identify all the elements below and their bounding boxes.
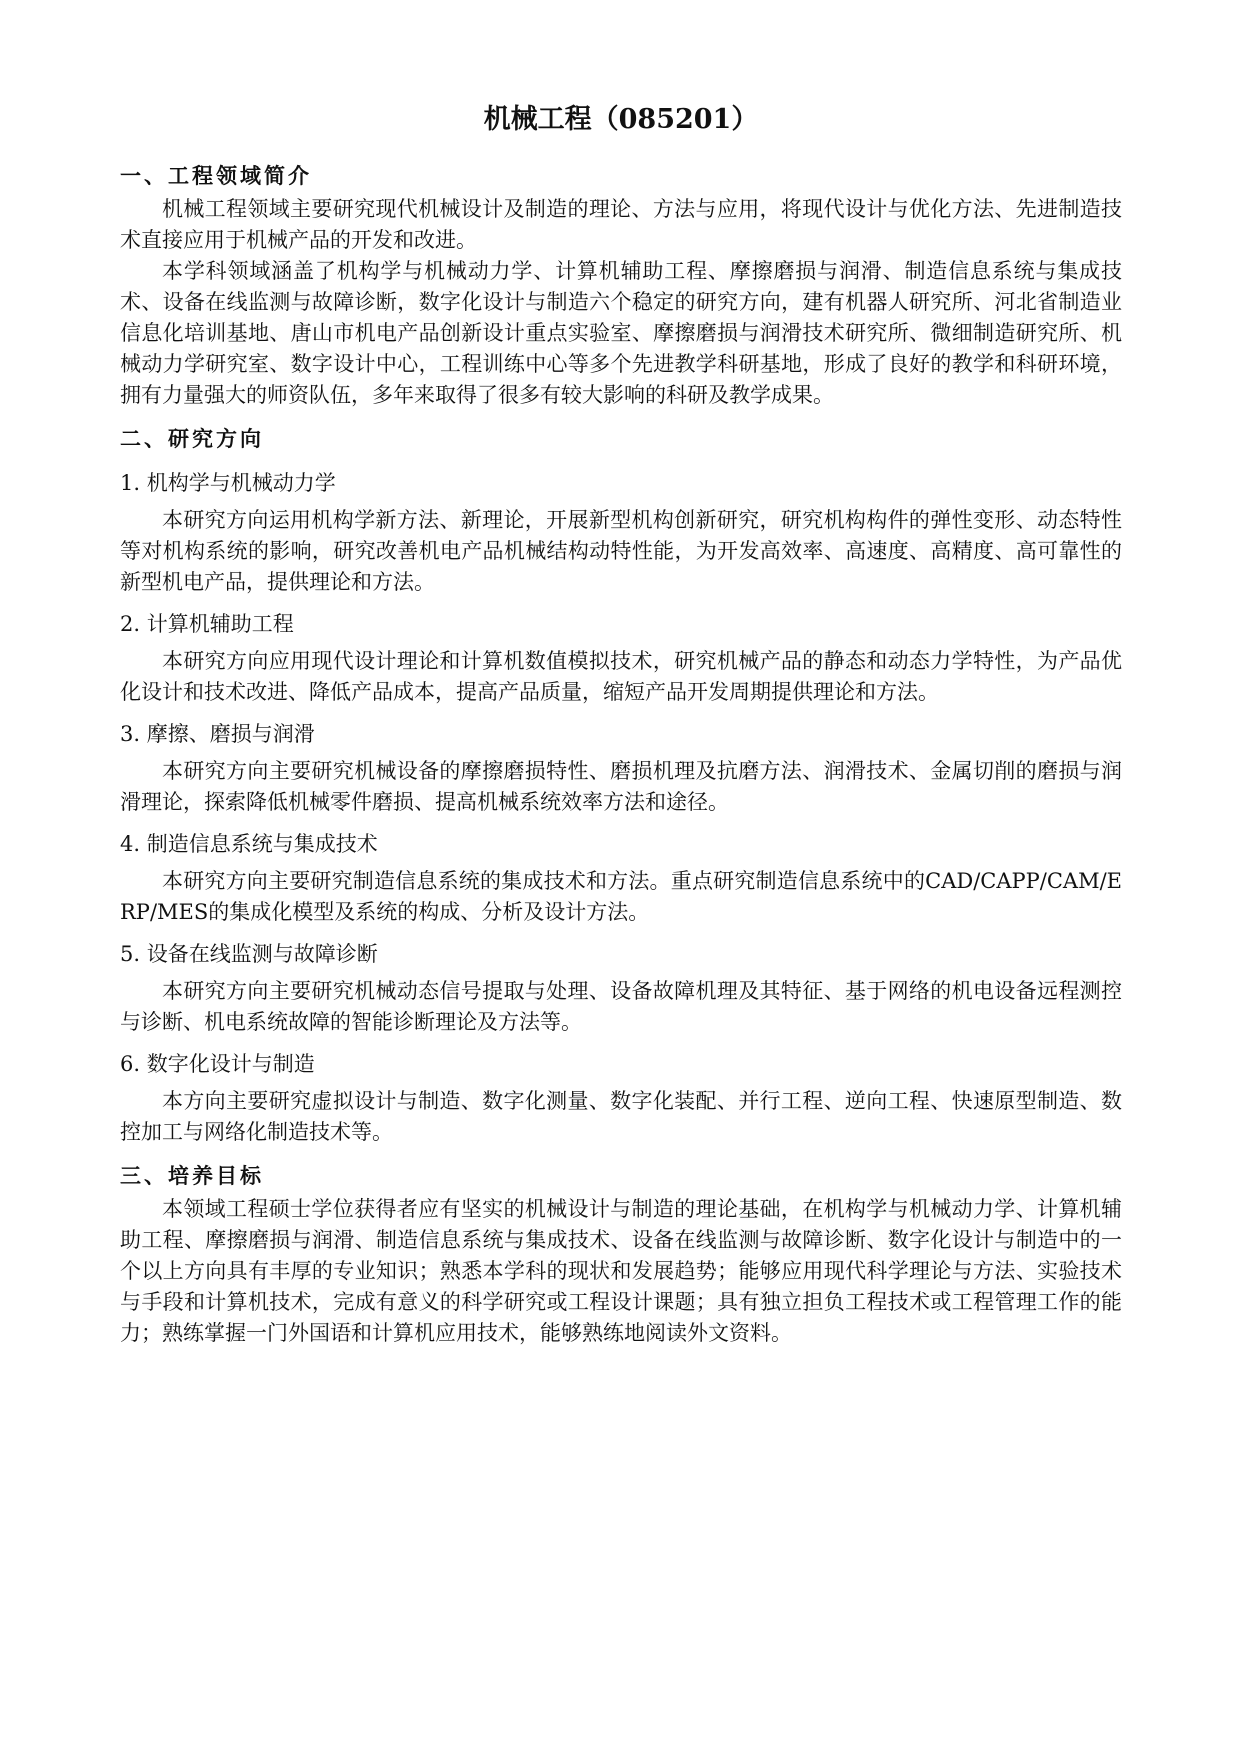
direction-body: 本方向主要研究虚拟设计与制造、数字化测量、数字化装配、并行工程、逆向工程、快速原型制造、数控加工与网络化制造技术等。	[120, 1089, 1122, 1144]
direction-title: 3. 摩擦、磨损与润滑	[120, 722, 315, 746]
direction-body: 本研究方向主要研究制造信息系统的集成技术和方法。重点研究制造信息系统中的CAD/CAPP/CAM/ERP/MES的集成化模型及系统的构成、分析及设计方法。	[120, 869, 1122, 924]
direction-title: 1. 机构学与机械动力学	[120, 471, 336, 495]
direction-body: 本研究方向应用现代设计理论和计算机数值模拟技术，研究机械产品的静态和动态力学特性，为产品优化设计和技术改进、降低产品成本，提高产品质量，缩短产品开发周期提供理论和方法。	[120, 649, 1122, 704]
document-page	[120, 100, 1122, 1660]
direction-body: 本研究方向主要研究机械设备的摩擦磨损特性、磨损机理及抗磨方法、润滑技术、金属切削的磨损与润滑理论，探索降低机械零件磨损、提高机械系统效率方法和途径。	[120, 759, 1122, 814]
section-training-goals	[120, 1158, 1122, 1349]
paragraph: 机械工程领域主要研究现代机械设计及制造的理论、方法与应用，将现代设计与优化方法、先进制造技术直接应用于机械产品的开发和改进。	[120, 197, 1122, 252]
section-research-directions	[120, 421, 1122, 1148]
direction-title: 4. 制造信息系统与集成技术	[120, 832, 378, 856]
direction-title: 6. 数字化设计与制造	[120, 1052, 315, 1076]
document-title: 机械工程（085201）	[483, 104, 759, 135]
direction-title: 5. 设备在线监测与故障诊断	[120, 942, 378, 966]
section-heading: 二、研究方向	[120, 426, 264, 451]
direction-title: 2. 计算机辅助工程	[120, 612, 294, 636]
section-intro	[120, 158, 1122, 411]
paragraph: 本领域工程硕士学位获得者应有坚实的机械设计与制造的理论基础，在机构学与机械动力学、计算机辅助工程、摩擦磨损与润滑、制造信息系统与集成技术、设备在线监测与故障诊断、数字化设计与制造中的一个以上方向具有丰厚的专业知识；熟悉本学科的现状和发展趋势；能够应用现代科学理论与方法、实验技术与手段和计算机技术，完成有意义的科学研究或工程设计课题；具有独立担负工程技术或工程管理工作的能力；熟练掌握一门外国语和计算机应用技术，能够熟练地阅读外文资料。	[120, 1197, 1122, 1345]
direction-body: 本研究方向主要研究机械动态信号提取与处理、设备故障机理及其特征、基于网络的机电设备远程测控与诊断、机电系统故障的智能诊断理论及方法等。	[120, 979, 1122, 1034]
paragraph: 本学科领域涵盖了机构学与机械动力学、计算机辅助工程、摩擦磨损与润滑、制造信息系统与集成技术、设备在线监测与故障诊断，数字化设计与制造六个稳定的研究方向，建有机器人研究所、河北省制造业信息化培训基地、唐山市机电产品创新设计重点实验室、摩擦磨损与润滑技术研究所、微细制造研究所、机械动力学研究室、数字设计中心，工程训练中心等多个先进教学科研基地，形成了良好的教学和科研环境，拥有力量强大的师资队伍，多年来取得了很多有较大影响的科研及教学成果。	[120, 259, 1122, 407]
section-heading: 一、工程领域简介	[120, 163, 312, 188]
direction-body: 本研究方向运用机构学新方法、新理论，开展新型机构创新研究，研究机构构件的弹性变形、动态特性等对机构系统的影响，研究改善机电产品机械结构动特性能，为开发高效率、高速度、高精度、高可靠性的新型机电产品，提供理论和方法。	[120, 508, 1122, 594]
section-heading: 三、培养目标	[120, 1163, 264, 1188]
